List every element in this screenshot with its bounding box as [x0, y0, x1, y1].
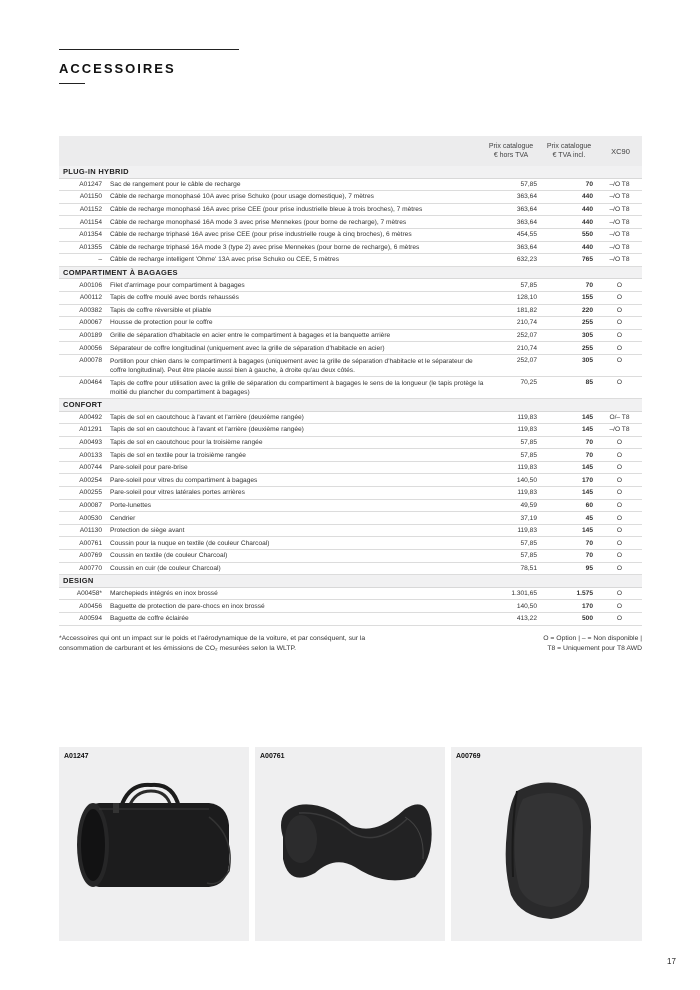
accessory-code: A00133 — [79, 451, 102, 459]
accessory-description: Baguette de coffre éclairée — [110, 615, 189, 623]
table-row — [59, 424, 642, 437]
accessory-code: A00464 — [79, 378, 102, 386]
price-excl-vat: 119,83 — [517, 426, 537, 434]
price-incl-vat: 220 — [581, 306, 593, 314]
availability: O/– T8 — [609, 413, 630, 421]
accessory-code: A00456 — [79, 602, 102, 610]
availability-legend — [442, 634, 642, 653]
price-incl-vat: 70 — [585, 539, 593, 547]
price-excl-vat: 57,85 — [520, 438, 537, 446]
title-underline — [59, 83, 85, 84]
cable-bag-image — [59, 747, 249, 941]
table-row — [59, 412, 642, 425]
price-incl-vat: 305 — [581, 356, 593, 364]
price-excl-vat: 70,25 — [520, 378, 537, 386]
accessory-code: A00761 — [79, 539, 102, 547]
availability: O — [616, 501, 623, 509]
price-incl-vat: 60 — [585, 501, 593, 509]
availability: O — [616, 344, 623, 352]
price-excl-vat: 57,85 — [520, 180, 537, 188]
price-incl-vat: 70 — [585, 451, 593, 459]
header-model: XC90 — [611, 146, 630, 156]
table-row — [59, 279, 642, 292]
price-excl-vat: 37,19 — [520, 514, 537, 522]
accessory-description: Pare-soleil pour vitres latérales portes arrières — [110, 489, 245, 497]
price-excl-vat: 140,50 — [516, 602, 537, 610]
table-row — [59, 377, 642, 399]
accessories-table — [59, 136, 642, 626]
table-row — [59, 462, 642, 475]
price-excl-vat: 210,74 — [516, 344, 537, 352]
price-incl-vat: 440 — [581, 193, 593, 201]
accessory-code: A00087 — [79, 501, 102, 509]
accessory-description: Portillon pour chien dans le compartiment à bagages (uniquement avec la grille de séparation d'habitacle et le séparateur de coffre longitudinal). Peut être placée aussi bien à gauche, à droite qu'au deux côtés. — [110, 357, 473, 374]
price-incl-vat: 255 — [581, 319, 593, 327]
accessory-code: A01354 — [79, 231, 102, 239]
price-excl-vat: 252,07 — [516, 356, 537, 364]
section-header: PLUG-IN HYBRID — [59, 166, 642, 179]
accessory-description: Tapis de sol en caoutchouc à l'avant et l'arrière (deuxième rangée) — [110, 426, 304, 434]
footnote: *Accessoires qui ont un impact sur le poids et l'aérodynamique de la voiture, et par conséquent, sur la consommation de carburant et les émissions de CO₂ mesurées selon la WLTP. — [59, 635, 366, 652]
accessory-code: A00106 — [79, 281, 102, 289]
product-card-a00769 — [451, 747, 642, 941]
price-excl-vat: 119,83 — [517, 489, 537, 497]
accessory-code: A01355 — [79, 243, 102, 251]
accessory-description: Tapis de sol en caoutchouc pour la troisième rangée — [110, 438, 263, 446]
accessory-code: A01247 — [79, 180, 102, 188]
availability: O — [616, 306, 623, 314]
price-incl-vat: 145 — [581, 527, 593, 535]
table-row — [59, 500, 642, 513]
accessory-code: A00382 — [79, 306, 102, 314]
accessory-description: Cendrier — [110, 514, 136, 522]
availability: O — [616, 294, 623, 302]
accessory-code: – — [98, 256, 102, 264]
price-incl-vat: 95 — [585, 564, 593, 572]
price-incl-vat: 70 — [585, 438, 593, 446]
table-row — [59, 512, 642, 525]
price-excl-vat: 632,23 — [516, 256, 537, 264]
price-incl-vat: 145 — [581, 426, 593, 434]
table-row — [59, 191, 642, 204]
availability: –/O T8 — [609, 180, 630, 188]
accessory-description: Housse de protection pour le coffre — [110, 319, 213, 327]
accessory-code: A00078 — [79, 356, 102, 364]
price-excl-vat: 363,64 — [516, 193, 537, 201]
table-row — [59, 474, 642, 487]
table-row — [59, 355, 642, 377]
table-row — [59, 449, 642, 462]
accessory-description: Tapis de coffre réversible et pliable — [110, 306, 212, 314]
price-excl-vat: 363,64 — [516, 243, 537, 251]
table-row — [59, 600, 642, 613]
accessory-description: Marchepieds intégrés en inox brossé — [110, 590, 218, 598]
table-row — [59, 613, 642, 626]
price-excl-vat: 128,10 — [516, 294, 537, 302]
accessory-description: Pare-soleil pour vitres du compartiment à bagages — [110, 476, 258, 484]
availability: O — [616, 451, 623, 459]
price-excl-vat: 413,22 — [516, 615, 537, 623]
price-excl-vat: 57,85 — [520, 539, 537, 547]
table-row — [59, 204, 642, 217]
accessory-description: Pare-soleil pour pare-brise — [110, 464, 188, 472]
price-incl-vat: 70 — [585, 552, 593, 560]
table-row — [59, 588, 642, 601]
availability: O — [616, 489, 623, 497]
section-header: COMPARTIMENT À BAGAGES — [59, 267, 642, 280]
table-row — [59, 179, 642, 192]
accessory-description: Grille de séparation d'habitacle en acier entre le compartiment à bagages et la banquette arrière — [110, 332, 391, 340]
neck-pillow-image — [255, 747, 445, 941]
availability: O — [616, 378, 623, 386]
availability: O — [616, 319, 623, 327]
accessory-description: Câble de recharge monophasé 10A avec prise Schuko (pour usage domestique), 7 mètres — [110, 193, 374, 201]
availability: –/O T8 — [609, 218, 630, 226]
accessory-description: Séparateur de coffre longitudinal (uniquement avec la grille de séparation d'habitacle en acier) — [110, 344, 385, 352]
accessory-description: Tapis de sol en caoutchouc à l'avant et l'arrière (deuxième rangée) — [110, 413, 304, 421]
accessory-code: A00254 — [79, 476, 102, 484]
availability: –/O T8 — [609, 426, 630, 434]
availability: –/O T8 — [609, 243, 630, 251]
availability: O — [616, 464, 623, 472]
price-incl-vat: 70 — [585, 281, 593, 289]
price-incl-vat: 550 — [581, 231, 593, 239]
availability: O — [616, 527, 623, 535]
accessory-description: Coussin pour la nuque en textile (de couleur Charcoal) — [110, 539, 270, 547]
product-code: A01247 — [64, 753, 89, 760]
accessory-code: A00458* — [76, 590, 102, 598]
accessory-description: Porte-lunettes — [110, 501, 152, 509]
accessory-code: A01150 — [79, 193, 102, 201]
accessory-code: A01291 — [79, 426, 102, 434]
price-incl-vat: 85 — [585, 378, 593, 386]
table-row — [59, 254, 642, 267]
accessory-description: Câble de recharge intelligent 'Ohme' 13A avec prise Schuko ou CEE, 5 mètres — [110, 256, 340, 264]
seat-cushion-image — [451, 747, 642, 941]
accessory-description: Filet d'arrimage pour compartiment à bagages — [110, 281, 245, 289]
price-incl-vat: 255 — [581, 344, 593, 352]
availability: O — [616, 476, 623, 484]
price-excl-vat: 119,83 — [517, 464, 537, 472]
section-header: CONFORT — [59, 399, 642, 412]
table-body — [59, 166, 642, 626]
accessory-description: Protection de siège avant — [110, 527, 185, 535]
price-excl-vat: 454,55 — [516, 231, 537, 239]
accessory-code: A00255 — [79, 489, 102, 497]
price-excl-vat: 1.301,65 — [511, 590, 537, 598]
availability: O — [616, 602, 623, 610]
price-excl-vat: 363,64 — [516, 206, 537, 214]
price-incl-vat: 440 — [581, 206, 593, 214]
table-row — [59, 437, 642, 450]
header-price-ht: Prix catalogue € hors TVA — [488, 143, 534, 159]
availability: –/O T8 — [609, 206, 630, 214]
availability: –/O T8 — [609, 193, 630, 201]
price-incl-vat: 500 — [581, 615, 593, 623]
accessory-code: A01154 — [79, 218, 102, 226]
price-incl-vat: 70 — [585, 180, 593, 188]
accessory-description: Sac de rangement pour le câble de recharge — [110, 180, 241, 188]
table-row — [59, 342, 642, 355]
accessory-description: Coussin en textile (de couleur Charcoal) — [110, 552, 228, 560]
accessory-code: A00769 — [79, 552, 102, 560]
price-excl-vat: 363,64 — [516, 218, 537, 226]
accessory-code: A00492 — [79, 413, 102, 421]
accessory-code: A00530 — [79, 514, 102, 522]
availability: –/O T8 — [609, 256, 630, 264]
price-incl-vat: 1.575 — [576, 590, 593, 598]
accessory-description: Câble de recharge monophasé 16A avec prise CEE (pour prise industrielle bleue à trois broches), 7 mètres — [110, 206, 423, 214]
price-excl-vat: 119,83 — [517, 413, 537, 421]
availability: O — [616, 615, 623, 623]
price-incl-vat: 155 — [581, 294, 593, 302]
price-incl-vat: 440 — [581, 243, 593, 251]
availability: O — [616, 564, 623, 572]
availability: O — [616, 438, 623, 446]
accessory-code: A00493 — [79, 438, 102, 446]
legend-line: T8 = Uniquement pour T8 AWD — [547, 644, 642, 652]
page-title: ACCESSOIRES — [59, 61, 176, 76]
top-rule — [59, 49, 239, 50]
table-row — [59, 292, 642, 305]
accessory-description: Câble de recharge triphasé 16A mode 3 (type 2) avec prise Mennekes (pour borne de recharge), 6 mètres — [110, 243, 420, 251]
price-incl-vat: 145 — [581, 489, 593, 497]
availability: –/O T8 — [609, 231, 630, 239]
accessory-description: Coussin en cuir (de couleur Charcoal) — [110, 564, 221, 572]
price-incl-vat: 145 — [581, 413, 593, 421]
accessory-code: A00189 — [79, 332, 102, 340]
accessory-code: A00770 — [79, 564, 102, 572]
price-excl-vat: 252,07 — [516, 332, 537, 340]
table-row — [59, 242, 642, 255]
accessory-code: A00744 — [79, 464, 102, 472]
price-excl-vat: 140,50 — [516, 476, 537, 484]
accessory-code: A01152 — [79, 206, 102, 214]
product-code: A00769 — [456, 753, 481, 760]
price-excl-vat: 181,82 — [516, 306, 537, 314]
accessory-code: A00067 — [79, 319, 102, 327]
price-incl-vat: 145 — [581, 464, 593, 472]
price-excl-vat: 210,74 — [516, 319, 537, 327]
header-price-ttc: Prix catalogue € TVA incl. — [546, 143, 592, 159]
price-incl-vat: 170 — [581, 602, 593, 610]
table-row — [59, 563, 642, 576]
availability: O — [616, 332, 623, 340]
table-header — [59, 136, 642, 166]
availability: O — [616, 514, 623, 522]
price-incl-vat: 170 — [581, 476, 593, 484]
accessory-code: A01130 — [79, 527, 102, 535]
availability: O — [616, 356, 623, 364]
product-code: A00761 — [260, 753, 285, 760]
price-incl-vat: 45 — [585, 514, 593, 522]
accessory-description: Câble de recharge monophasé 16A mode 3 avec prise Mennekes (pour borne de recharge), 7 mètres — [110, 218, 407, 226]
table-row — [59, 525, 642, 538]
table-row — [59, 537, 642, 550]
page-number: 17 — [667, 957, 676, 966]
table-row — [59, 330, 642, 343]
product-card-a00761 — [255, 747, 445, 941]
table-row — [59, 305, 642, 318]
price-excl-vat: 119,83 — [517, 527, 537, 535]
availability: O — [616, 539, 623, 547]
accessory-description: Baguette de protection de pare-chocs en inox brossé — [110, 602, 265, 610]
price-incl-vat: 765 — [581, 256, 593, 264]
price-excl-vat: 78,51 — [520, 564, 537, 572]
section-header: DESIGN — [59, 575, 642, 588]
price-excl-vat: 57,85 — [520, 451, 537, 459]
availability: O — [616, 281, 623, 289]
accessory-description: Tapis de sol en textile pour la troisième rangée — [110, 451, 246, 459]
product-card-a01247 — [59, 747, 249, 941]
table-row — [59, 216, 642, 229]
price-incl-vat: 440 — [581, 218, 593, 226]
table-row — [59, 317, 642, 330]
accessory-code: A00112 — [79, 294, 102, 302]
table-row — [59, 229, 642, 242]
price-excl-vat: 57,85 — [520, 552, 537, 560]
price-excl-vat: 57,85 — [520, 281, 537, 289]
table-row — [59, 487, 642, 500]
accessory-code: A00594 — [79, 615, 102, 623]
accessory-description: Tapis de coffre moulé avec bords rehaussés — [110, 294, 239, 302]
legend-line: O = Option | – = Non disponible | — [543, 635, 642, 642]
accessory-code: A00056 — [79, 344, 102, 352]
availability: O — [616, 590, 623, 598]
price-excl-vat: 49,59 — [520, 501, 537, 509]
availability: O — [616, 552, 623, 560]
price-incl-vat: 305 — [581, 332, 593, 340]
accessory-description: Câble de recharge triphasé 16A avec prise CEE (pour prise industrielle rouge à cinq broches), 6 mètres — [110, 231, 412, 239]
accessory-description: Tapis de coffre pour utilisation avec la grille de séparation du compartiment à bagages le sens de la longueur (le tapis protège la moitié du plancher du compartiment à bagages) — [110, 379, 484, 396]
table-row — [59, 550, 642, 563]
